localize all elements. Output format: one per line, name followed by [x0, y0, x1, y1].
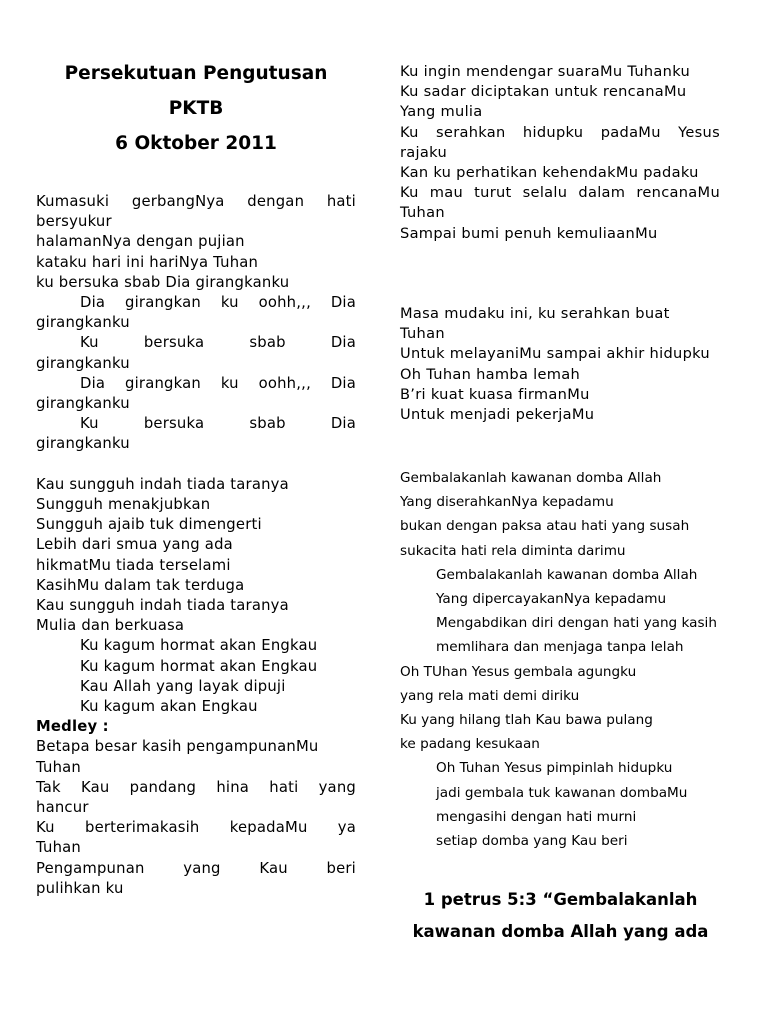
lyric-line: Ku serahkan hidupku padaMu Yesus	[400, 123, 720, 141]
lyric-line: Mulia dan berkuasa	[36, 617, 185, 635]
lyric-line: Sungguh ajaib tuk dimengerti	[36, 516, 262, 534]
bible-verse	[398, 884, 723, 948]
event-title: Persekutuan Pengutusan	[64, 63, 328, 84]
lyric-line: Ku kagum akan Engkau	[80, 698, 258, 716]
lyric-line: memlihara dan menjaga tanpa lelah	[436, 639, 684, 656]
lyric-line: Untuk menjadi pekerjaMu	[400, 406, 595, 424]
lyric-line: Lebih dari smua yang ada	[36, 536, 233, 554]
lyric-line: Yang dipercayakanNya kepadamu	[436, 591, 667, 608]
lyric-line: bukan dengan paksa atau hati yang susah	[400, 518, 690, 535]
lyric-line: Oh Tuhan Yesus pimpinlah hidupku	[436, 760, 673, 777]
lyric-line: Ku ingin mendengar suaraMu Tuhanku	[400, 63, 691, 80]
lyric-line: Oh TUhan Yesus gembala agungku	[400, 663, 637, 680]
lyric-line: Tuhan	[36, 839, 81, 857]
lyric-line: rajaku	[400, 143, 447, 161]
lyric-line: Kau sungguh indah tiada taranya	[36, 475, 289, 493]
lyric-line: Mengabdikan diri dengan hati yang kasih	[436, 615, 717, 632]
lyric-line: Kau sungguh indah tiada taranya	[36, 597, 289, 615]
lyric-line: mengasihi dengan hati murni	[436, 808, 637, 825]
lyric-line: Ku kagum hormat akan Engkau	[80, 637, 318, 655]
lyric-line: ku bersuka sbab Dia girangkanku	[36, 273, 290, 291]
lyric-line: Ku berterimakasih kepadaMu ya	[36, 819, 356, 837]
right-song-2	[400, 304, 720, 425]
lyric-line: bersyukur	[36, 213, 112, 231]
lyric-line: Pengampunan yang Kau beri	[36, 859, 356, 877]
event-date: 6 Oktober 2011	[115, 133, 277, 154]
lyric-line: Ku kagum hormat akan Engkau	[80, 657, 318, 675]
lyric-line: setiap domba yang Kau beri	[436, 833, 628, 850]
verse-line: 1 petrus 5:3 “Gembalakanlah	[423, 890, 698, 909]
lyric-line: Gembalakanlah kawanan domba Allah	[400, 470, 662, 486]
lyric-line: kataku hari ini hariNya Tuhan	[36, 253, 259, 271]
lyric-line: Ku bersuka sbab Dia	[80, 334, 356, 352]
left-column-lyrics	[36, 192, 356, 899]
lyric-line: Tuhan	[36, 758, 81, 776]
lyric-line: Ku sadar diciptakan untuk rencanaMu	[400, 83, 687, 101]
lyric-line: Yang diserahkanNya kepadamu	[400, 494, 614, 511]
lyric-line: Masa mudaku ini, ku serahkan buat	[400, 305, 670, 322]
lyric-line: Oh Tuhan hamba lemah	[400, 365, 581, 383]
medley-label: Medley :	[36, 718, 109, 736]
lyric-line: pulihkan ku	[36, 879, 124, 897]
lyric-line: Kumasuki gerbangNya dengan hati	[36, 193, 356, 210]
lyric-line: Tuhan	[400, 325, 445, 343]
lyric-line: Kan ku perhatikan kehendakMu padaku	[400, 164, 699, 182]
lyric-line: Ku yang hilang tlah Kau bawa pulang	[400, 712, 653, 729]
lyric-line: girangkanku	[36, 314, 130, 332]
lyric-line: hancur	[36, 799, 89, 817]
lyric-line: Gembalakanlah kawanan domba Allah	[436, 566, 698, 583]
lyric-line: Untuk melayaniMu sampai akhir hidupku	[400, 345, 710, 363]
lyric-line: B’ri kuat kuasa firmanMu	[400, 385, 590, 403]
right-song-1	[400, 62, 720, 244]
lyric-line: girangkanku	[36, 435, 130, 453]
lyric-line: jadi gembala tuk kawanan dombaMu	[436, 784, 688, 801]
lyric-line: girangkanku	[36, 354, 130, 372]
lyric-line: girangkanku	[36, 395, 130, 413]
lyric-line: KasihMu dalam tak terduga	[36, 576, 245, 594]
lyric-line: Dia girangkan ku oohh,,, Dia	[80, 374, 356, 392]
lyric-line: yang rela mati demi diriku	[400, 687, 580, 704]
right-song-3	[400, 466, 730, 853]
lyric-line: Betapa besar kasih pengampunanMu	[36, 738, 319, 756]
lyric-line: halamanNya dengan pujian	[36, 233, 245, 251]
lyric-line: ke padang kesukaan	[400, 736, 540, 753]
lyric-line: sukacita hati rela diminta darimu	[400, 542, 626, 559]
lyric-line: Dia girangkan ku oohh,,, Dia	[80, 294, 356, 312]
lyric-line: Sampai bumi penuh kemuliaanMu	[400, 224, 658, 242]
lyric-line: Tak Kau pandang hina hati yang	[36, 778, 356, 796]
lyric-line: Ku mau turut selalu dalam rencanaMu	[400, 184, 720, 202]
verse-line: kawanan domba Allah yang ada	[412, 922, 709, 941]
lyric-line: Yang mulia	[400, 103, 483, 121]
stanza-gap	[36, 455, 356, 475]
lyric-line: Tuhan	[400, 204, 445, 222]
lyric-line: Sungguh menakjubkan	[36, 496, 211, 514]
lyric-line: hikmatMu tiada terselami	[36, 556, 231, 574]
organization-name: PKTB	[168, 98, 224, 119]
lyric-line: Kau Allah yang layak dipuji	[80, 677, 286, 695]
document-header	[36, 56, 356, 161]
lyric-line: Ku bersuka sbab Dia	[80, 415, 356, 433]
